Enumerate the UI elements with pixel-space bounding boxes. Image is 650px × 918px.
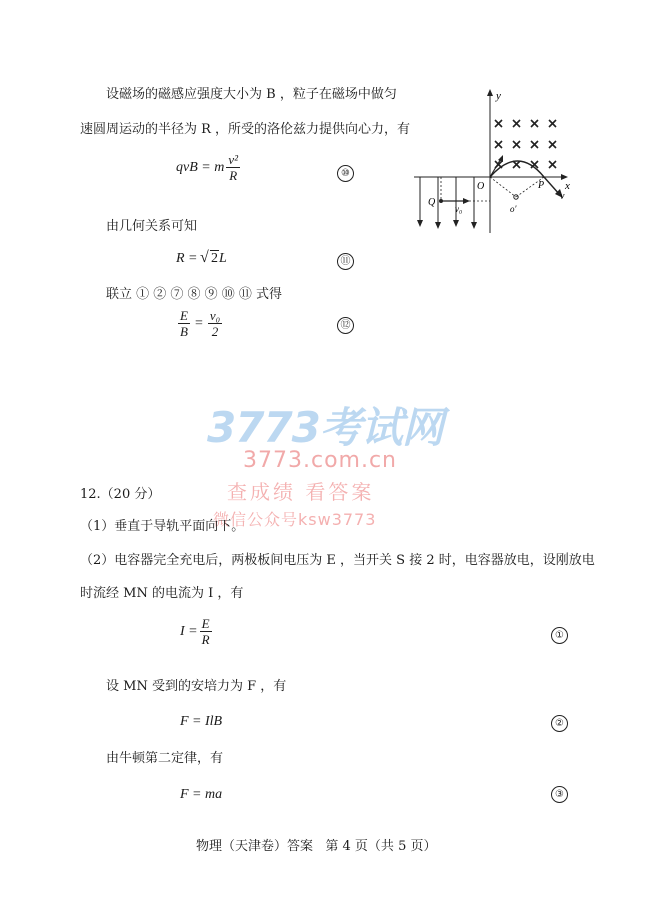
watermark-logo: 3773考试网: [207, 403, 443, 452]
equation-11: [176, 251, 227, 267]
q12-eq1-den: R: [201, 632, 210, 647]
eq12-fraction-right: [208, 308, 222, 339]
watermark-text: 查成绩 看答案: [227, 480, 375, 504]
point-p-label: P: [538, 180, 545, 191]
eq12-num1: E: [180, 308, 188, 323]
q12-eq1-lhs: I =: [180, 623, 198, 639]
paragraph-line: 设磁场的磁感应强度大小为 B ，粒子在磁场中做匀: [106, 87, 397, 102]
equation-12: [176, 308, 224, 339]
eq12-den2: 2: [211, 324, 219, 339]
equation-10: [176, 152, 242, 183]
paragraph-line: 联立 ① ② ⑦ ⑧ ⑨ ⑩ ⑪ 式得: [106, 287, 283, 302]
eq11-radicand: 2: [211, 251, 218, 266]
y-axis-arrow: [487, 89, 493, 96]
equation-tag: ⑩: [337, 165, 354, 182]
paragraph-line: 由几何关系可知: [106, 219, 198, 234]
eq11-rhs: L: [219, 251, 227, 266]
y-axis-label: y: [496, 90, 501, 102]
point-q-label: Q: [428, 197, 436, 208]
equation-tag: ③: [551, 786, 568, 803]
initial-velocity-label: v₀: [455, 204, 463, 214]
eq12-den1: B: [180, 324, 188, 339]
eq11-lhs: R =: [176, 251, 201, 266]
equation-tag: ⑫: [337, 317, 354, 334]
paragraph-line: （2）电容器完全充电后，两极板间电压为 E ，当开关 S 接 2 时，电容器放电，设刚放电: [80, 553, 595, 568]
paragraph-line: 时流经 MN 的电流为 I ，有: [80, 586, 244, 601]
q12-eq1-fraction: [200, 616, 212, 647]
x-axis-label: x: [565, 180, 570, 192]
question-heading: 12.（20 分）: [80, 487, 161, 502]
equation-tag: ①: [551, 627, 568, 644]
magnetic-field-crosses: [495, 120, 556, 168]
velocity-label: v: [560, 191, 565, 202]
q12-eq1-num: E: [201, 616, 210, 631]
sqrt-symbol: [201, 251, 219, 267]
paragraph-line: （1）垂直于导轨平面向下。: [80, 519, 245, 534]
equation-tag: ⑪: [337, 253, 354, 270]
origin-label: O: [477, 181, 485, 192]
eq10-fraction: [226, 152, 240, 183]
eq10-num: v²: [228, 152, 238, 167]
eq12-eqsign: =: [194, 315, 203, 331]
watermark-text: 微信公众号ksw3773: [213, 510, 377, 529]
paragraph-line: 速圆周运动的半径为 R ，所受的洛伦兹力提供向心力，有: [80, 122, 411, 137]
eq10-lhs: qvB = m: [176, 159, 225, 175]
equation-tag: ②: [551, 715, 568, 732]
radius-line: [490, 177, 516, 197]
electric-field-arrows: [417, 220, 477, 229]
entry-velocity-arrow: [498, 155, 503, 162]
center-label: o′: [510, 204, 517, 214]
paragraph-line: 设 MN 受到的安培力为 F ，有: [106, 679, 287, 694]
page-footer: 物理（天津卷）答案 第 4 页（共 5 页）: [196, 839, 437, 854]
eq12-fraction-left: [178, 308, 190, 339]
watermark-url: 3773.com.cn: [243, 448, 397, 473]
equation-q12-3: F = ma: [180, 787, 223, 802]
eq10-den: R: [229, 168, 238, 183]
equation-q12-2: F = IlB: [180, 714, 223, 729]
field-diagram: [408, 85, 578, 240]
paragraph-line: 由牛顿第二定律，有: [106, 751, 224, 766]
equation-q12-1: [180, 616, 214, 647]
eq12-num2: v₀: [209, 308, 221, 323]
